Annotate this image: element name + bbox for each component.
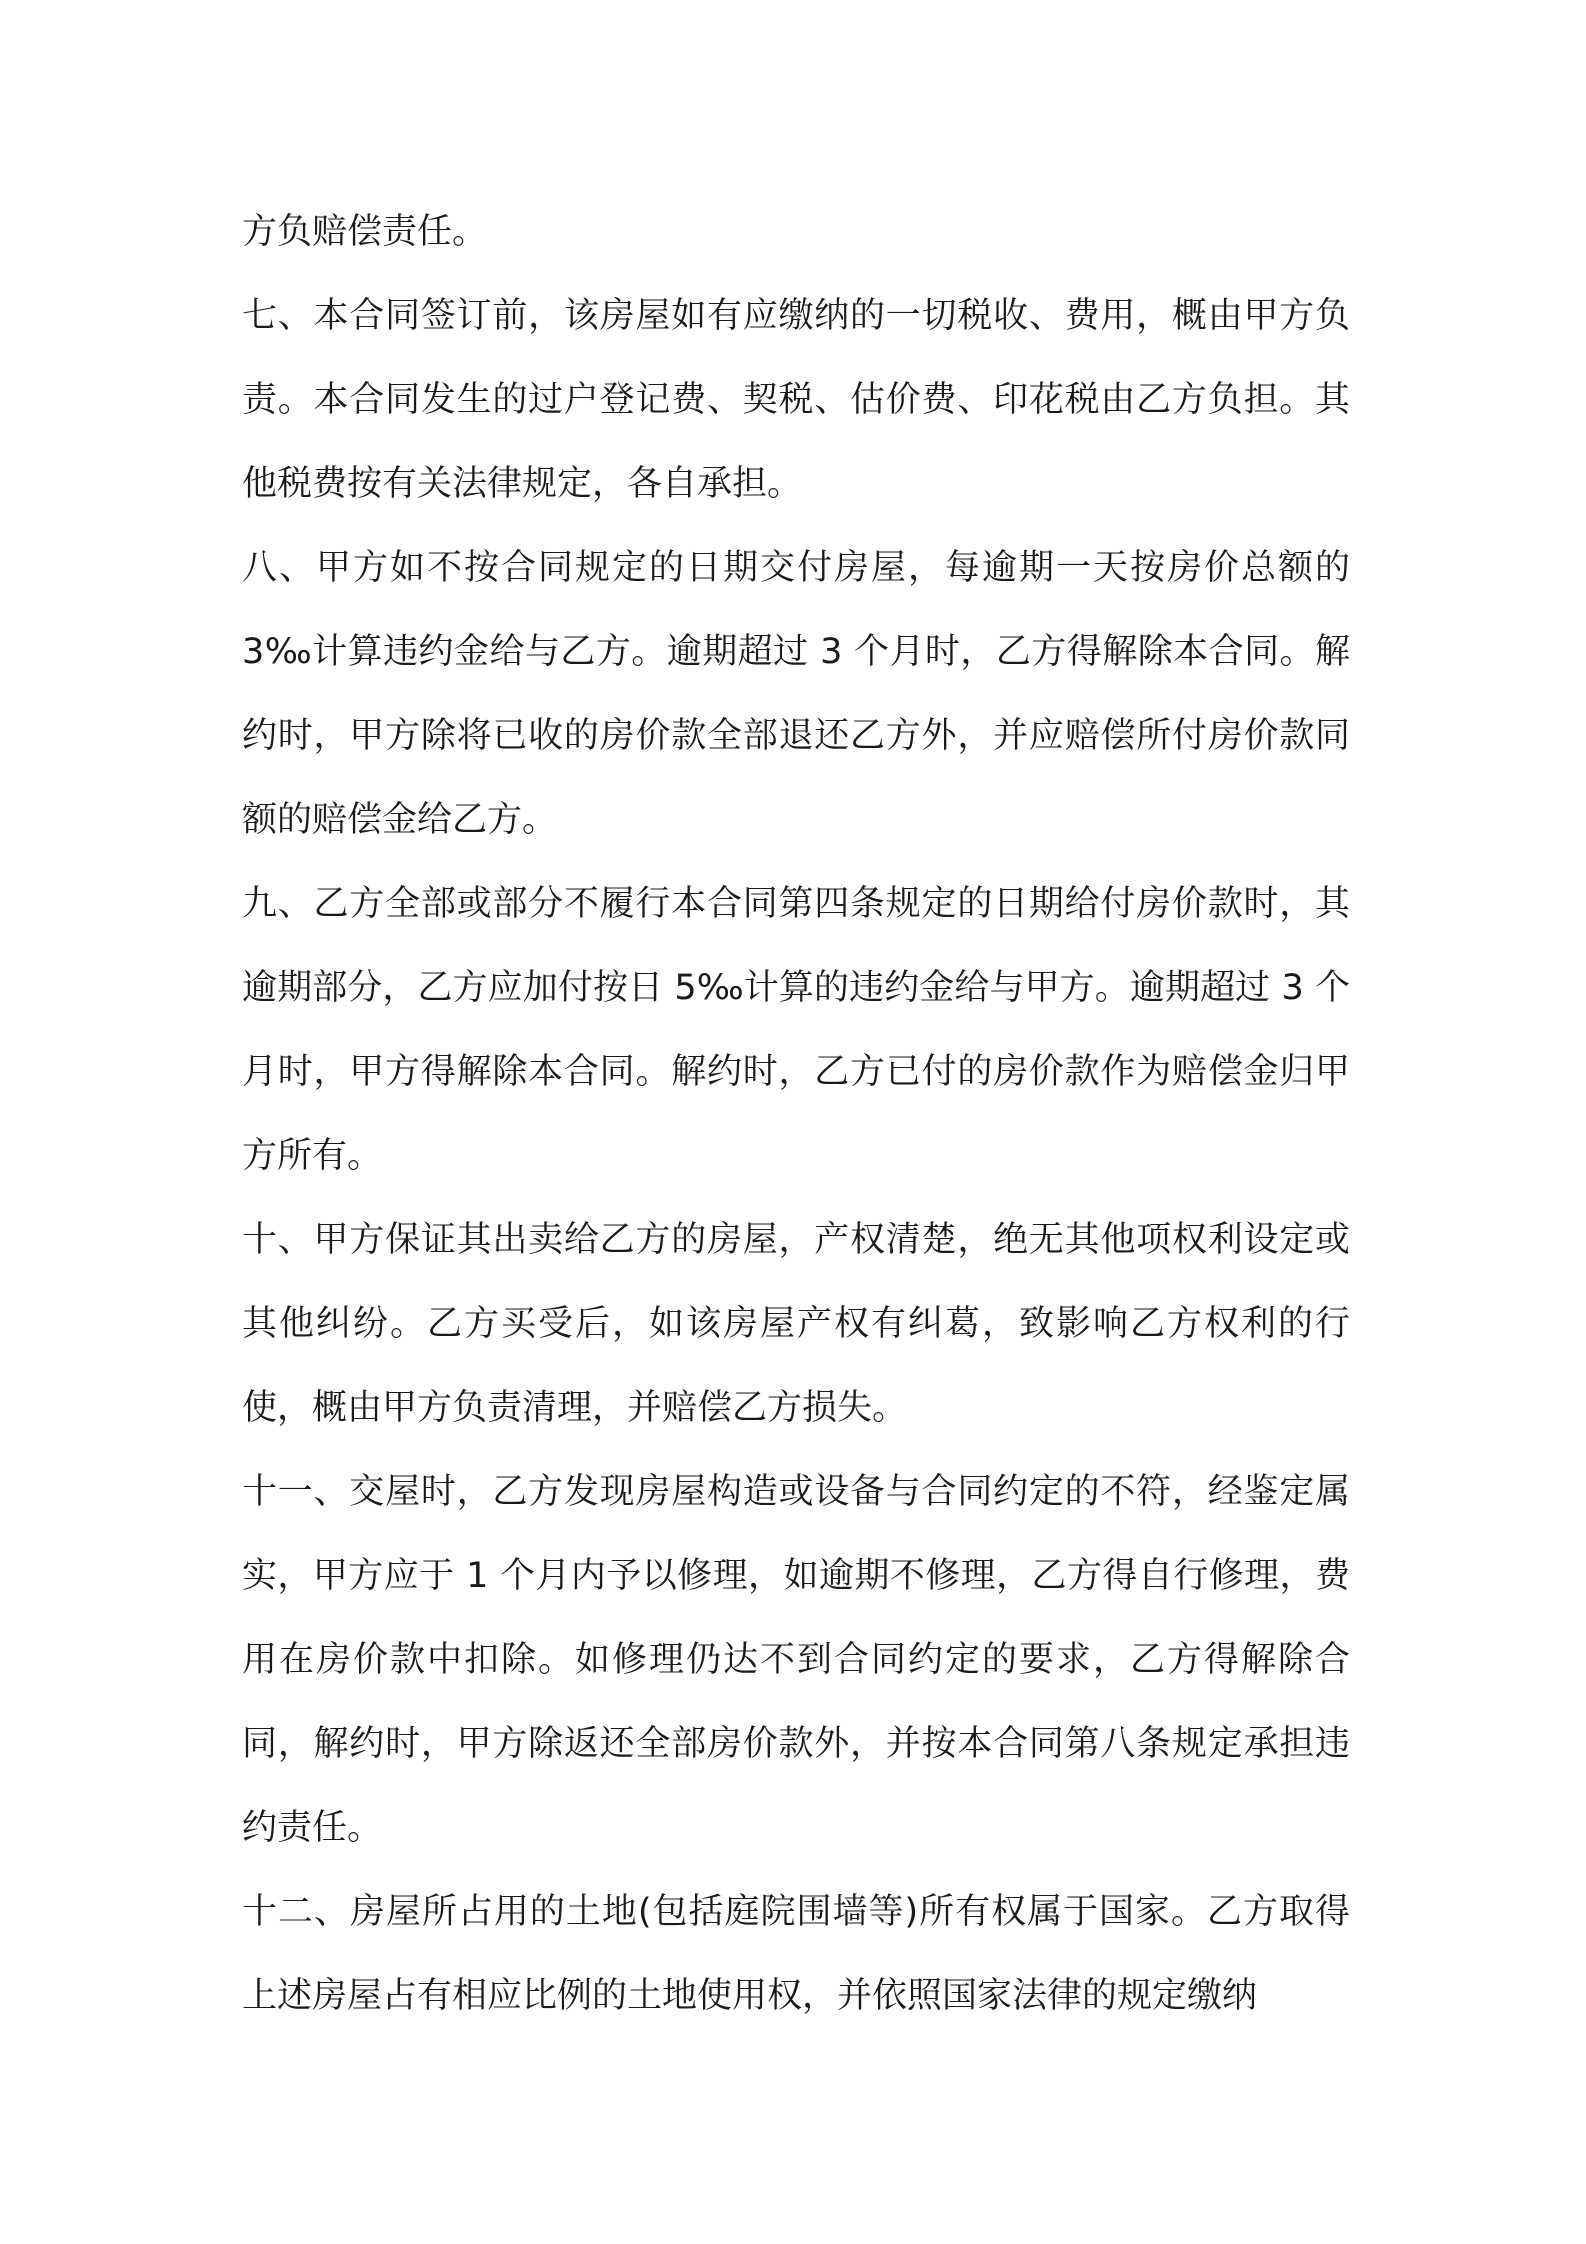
clause-7: 七、本合同签订前，该房屋如有应缴纳的一切税收、费用，概由甲方负责。本合同发生的过户登记费、契税、估价费、印花税由乙方负担。其他税费按有关法律规定，各自承担。 [242,296,1350,504]
clause-12: 十二、房屋所占用的土地(包括庭院围墙等)所有权属于国家。乙方取得上述房屋占有相应比例的土地使用权，并依照国家法律的规定缴纳 [242,1892,1350,2016]
contract-body [242,190,1350,2038]
clause-9: 九、乙方全部或部分不履行本合同第四条规定的日期给付房价款时，其逾期部分，乙方应加付按日 5‰计算的违约金给与甲方。逾期超过 3 个月时，甲方得解除本合同。解约时，乙方已付的房价款作为赔偿金归甲方所有。 [242,884,1350,1176]
paragraph-continuation: 方负赔偿责任。 [242,212,488,252]
clause-8: 八、甲方如不按合同规定的日期交付房屋，每逾期一天按房价总额的3‰计算违约金给与乙方。逾期超过 3 个月时，乙方得解除本合同。解约时，甲方除将已收的房价款全部退还乙方外，并应赔偿所付房价款同额的赔偿金给乙方。 [242,548,1350,840]
clause-11: 十一、交屋时，乙方发现房屋构造或设备与合同约定的不符，经鉴定属实，甲方应于 1 个月内予以修理，如逾期不修理，乙方得自行修理，费用在房价款中扣除。如修理仍达不到合同约定的要求，乙方得解除合同，解约时，甲方除返还全部房价款外，并按本合同第八条规定承担违约责任。 [242,1472,1350,1848]
clause-10: 十、甲方保证其出卖给乙方的房屋，产权清楚，绝无其他项权利设定或其他纠纷。乙方买受后，如该房屋产权有纠葛，致影响乙方权利的行使，概由甲方负责清理，并赔偿乙方损失。 [242,1220,1350,1428]
